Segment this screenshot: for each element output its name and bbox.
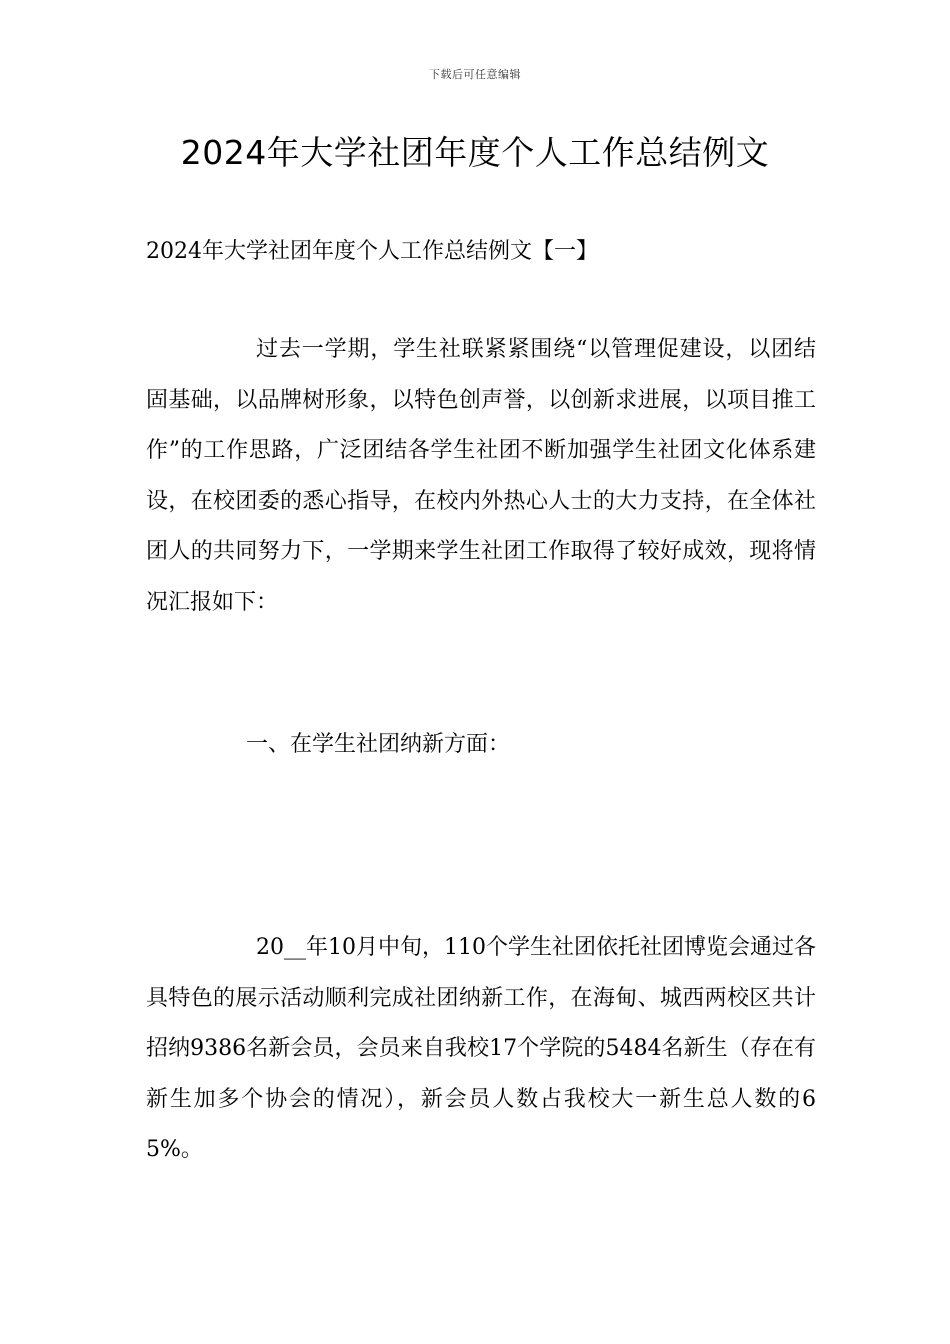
document-subtitle: 2024年大学社团年度个人工作总结例文【一】 [146, 239, 598, 264]
header-note: 下载后可任意编辑 [429, 68, 521, 81]
body-paragraph-intro: 过去一学期，学生社联紧紧围绕“以管理促建设，以团结固基础，以品牌树形象，以特色创声誉，以创新求进展，以项目推工作”的工作思路，广泛团结各学生社团不断加强学生社团文化体系建设，在校团委的悉心指导，在校内外热心人士的大力支持，在全体社团人的共同努力下，一学期来学生社团工作取得了较好成效，现将情况汇报如下： [146, 337, 816, 615]
section-heading: 一、在学生社团纳新方面： [246, 732, 511, 757]
body-paragraph-recruitment: 20__年10月中旬，110个学生社团依托社团博览会通过各具特色的展示活动顺利完成社团纳新工作，在海甸、城西两校区共计招纳9386名新会员，会员来自我校17个学院的5484名新生（存在有新生加多个协会的情况），新会员人数占我校大一新生总人数的65%。 [146, 935, 816, 1162]
document-title: 2024年大学社团年度个人工作总结例文 [180, 133, 770, 172]
